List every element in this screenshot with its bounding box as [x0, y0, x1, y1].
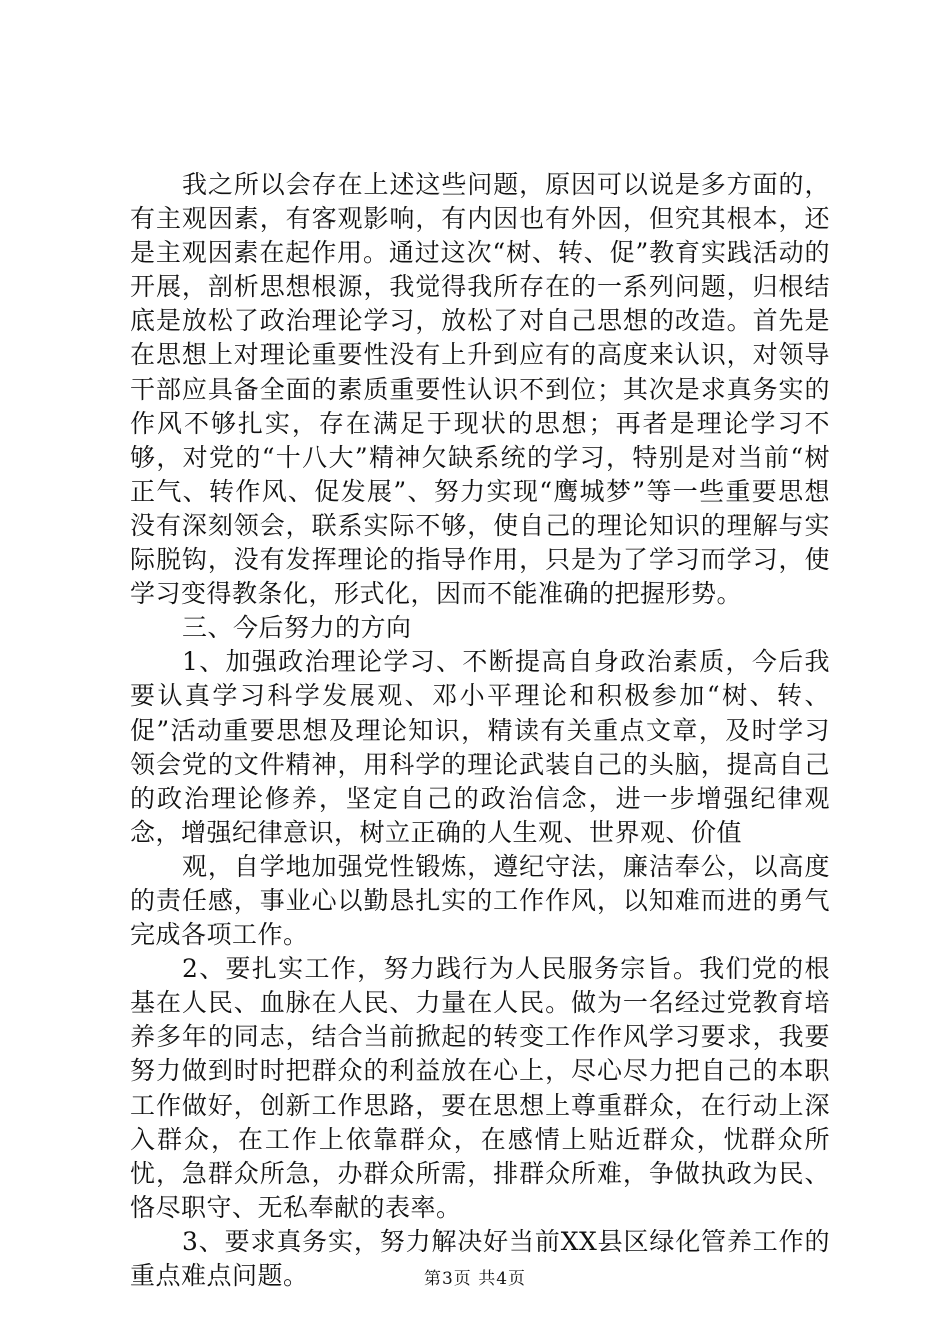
paragraph-item-1: 1、加强政治理论学习、不断提高自身政治素质，今后我要认真学习科学发展观、邓小平理论和积极参加“树、转、促”活动重要思想及理论知识，精读有关重点文章，及时学习领会党的文件精神，用科学的理论武装自己的头脑，提高自己的政治理论修养，坚定自己的政治信念，进一步增强纪律观念，增强纪律意识，树立正确的人生观、世界观、价值	[130, 647, 830, 847]
section-heading-future-direction: 三、今后努力的方向	[182, 613, 412, 643]
page-number-footer: 第3页 共4页	[423, 1269, 527, 1289]
paragraph-item-1-continued: 观，自学地加强党性锻炼，遵纪守法，廉洁奉公，以高度的责任感，事业心以勤恳扎实的工作作风，以知难而进的勇气完成各项工作。	[130, 851, 830, 950]
paragraph-item-2: 2、要扎实工作，努力践行为人民服务宗旨。我们党的根基在人民、血脉在人民、力量在人民。做为一名经过党教育培养多年的同志，结合当前掀起的转变工作作风学习要求，我要努力做到时时把群众的利益放在心上，尽心尽力把自己的本职工作做好，创新工作思路，要在思想上尊重群众，在行动上深入群众，在工作上依靠群众，在感情上贴近群众，忧群众所忧，急群众所急，办群众所需，排群众所难，争做执政为民、恪尽职守、无私奉献的表率。	[130, 954, 830, 1222]
document-body	[130, 168, 830, 1293]
paragraph-root-causes: 我之所以会存在上述这些问题，原因可以说是多方面的，有主观因素，有客观影响，有内因也有外因，但究其根本，还是主观因素在起作用。通过这次“树、转、促”教育实践活动的开展，剖析思想根源，我觉得我所存在的一系列问题，归根结底是放松了政治理论学习，放松了对自己思想的改造。首先是在思想上对理论重要性没有上升到应有的高度来认识，对领导干部应具备全面的素质重要性认识不到位；其次是求真务实的作风不够扎实，存在满足于现状的思想；再者是理论学习不够，对党的“十八大”精神欠缺系统的学习，特别是对当前“树正气、转作风、促发展”、努力实现“鹰城梦”等一些重要思想没有深刻领会，联系实际不够，使自己的理论知识的理解与实际脱钩，没有发挥理论的指导作用，只是为了学习而学习，使学习变得教条化，形式化，因而不能准确的把握形势。	[130, 170, 830, 609]
paragraph-item-3: 3、要求真务实，努力解决好当前XX县区绿化管养工作的重点难点问题。	[130, 1226, 830, 1290]
